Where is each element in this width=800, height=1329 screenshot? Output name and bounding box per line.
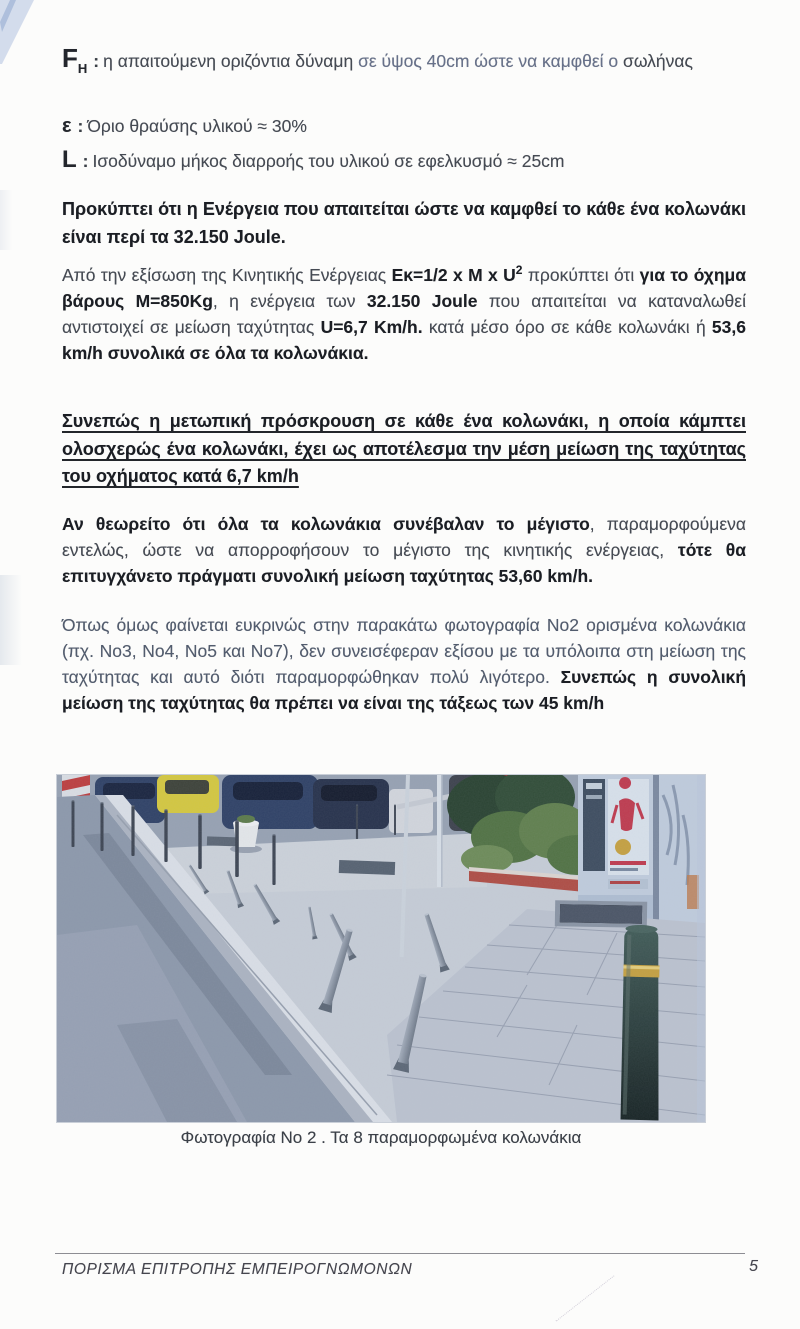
photo-caption: Φωτογραφία Νο 2 . Τα 8 παραμορφωμένα κολωνάκια [180,1128,582,1147]
definition-fh-text: η απαιτούμενη οριζόντια δύναμη [103,51,359,71]
paragraph-maximum-contribution: Αν θεωρείτο ότι όλα τα κολωνάκια συνέβαλαν το μέγιστο, παραμορφούμενα εντελώς, ώστε να απορροφήσουν το μέγιστο της κινητικής ενέργειας, τότε θα επιτυγχάνετο πράγματι συνολική μείωση ταχύτητας 53,60 km/h. [62,514,746,586]
paragraph-frontal-impact-underlined: Συνεπώς η μετωπική πρόσκρουση σε κάθε ένα κολωνάκι, η οποία κάμπτει ολοσχερώς ένα κολωνάκι, έχει ως αποτέλεσμα την μέση μείωση της ταχύτητας του οχήματος κατά 6,7 km/h [62,411,746,486]
photo-grain [57,775,705,1122]
paragraph-kinetic-energy: Από την εξίσωση της Κινητικής Ενέργειας Εκ=1/2 x M x $U^2$ προκύπτει ότι για το όχημα βάρους M=850Kg, η ενέργεια των 32.150 Joule που απαιτείται να καταναλωθεί αντιστοιχεί σε μείωση ταχύτητας U=6,7 Km/h. κατά μέσο όρο σε κάθε κολωνάκι ή 53,6 km/h συνολικά σε όλα τα κολωνάκια. [62,263,746,363]
scan-artifact-left-smudge-2 [0,190,14,250]
definition-fh: $F_H$ : η απαιτούμενη οριζόντια δύναμη σε ύψος 40cm ώστε να καμφθεί ο σωλήνας [62,43,693,77]
symbol-fh: $F_H$ [62,43,88,77]
superscript-2: 2 [515,263,523,278]
definition-epsilon-text: Όριο θραύσης υλικού ≈ 30% [87,116,307,136]
footer-title: ΠΟΡΙΣΜΑ ΕΠΙΤΡΟΠΗΣ ΕΜΠΕΙΡΟΓΝΩΜΟΝΩΝ [62,1261,413,1278]
paragraph-energy-conclusion: Προκύπτει ότι η Ενέργεια που απαιτείται ώστε να καμφθεί το κάθε ένα κολωνάκι είναι περί τα 32.150 Joule. [62,199,746,247]
scan-artifact-corner [0,0,46,70]
symbol-epsilon: ε [62,115,72,137]
street-photo [57,775,705,1122]
paragraph-photo-note: Όπως όμως φαίνεται ευκρινώς στην παρακάτω φωτογραφία Νο2 ορισμένα κολωνάκια (πχ. Νο3, Νο4, Νο5 και Νο7), δεν συνεισέφεραν εξίσου με τα υπόλοιπα στη μείωση της ταχύτητας και αυτό διότι παραμορφώθηκαν πολύ λιγότερο. Συνεπώς η συνολική μείωση της ταχύτητας θα πρέπει να είναι της τάξεως των 45 km/h [62,615,747,713]
definition-l-text: Ισοδύναμο μήκος διαρροής του υλικού σε εφελκυσμό ≈ 25cm [92,151,565,171]
page-number: 5 [749,1258,758,1275]
definition-l: L : Ισοδύναμο μήκος διαρροής του υλικού σε εφελκυσμό ≈ 25cm [62,146,565,173]
scan-artifact-streak [556,1275,615,1321]
definition-epsilon: ε : Όριο θραύσης υλικού ≈ 30% [62,115,307,137]
scan-artifact-left-smudge [0,575,26,665]
street-photo-illustration [57,775,705,1122]
footer-rule [55,1253,745,1254]
symbol-l: L [62,146,77,173]
